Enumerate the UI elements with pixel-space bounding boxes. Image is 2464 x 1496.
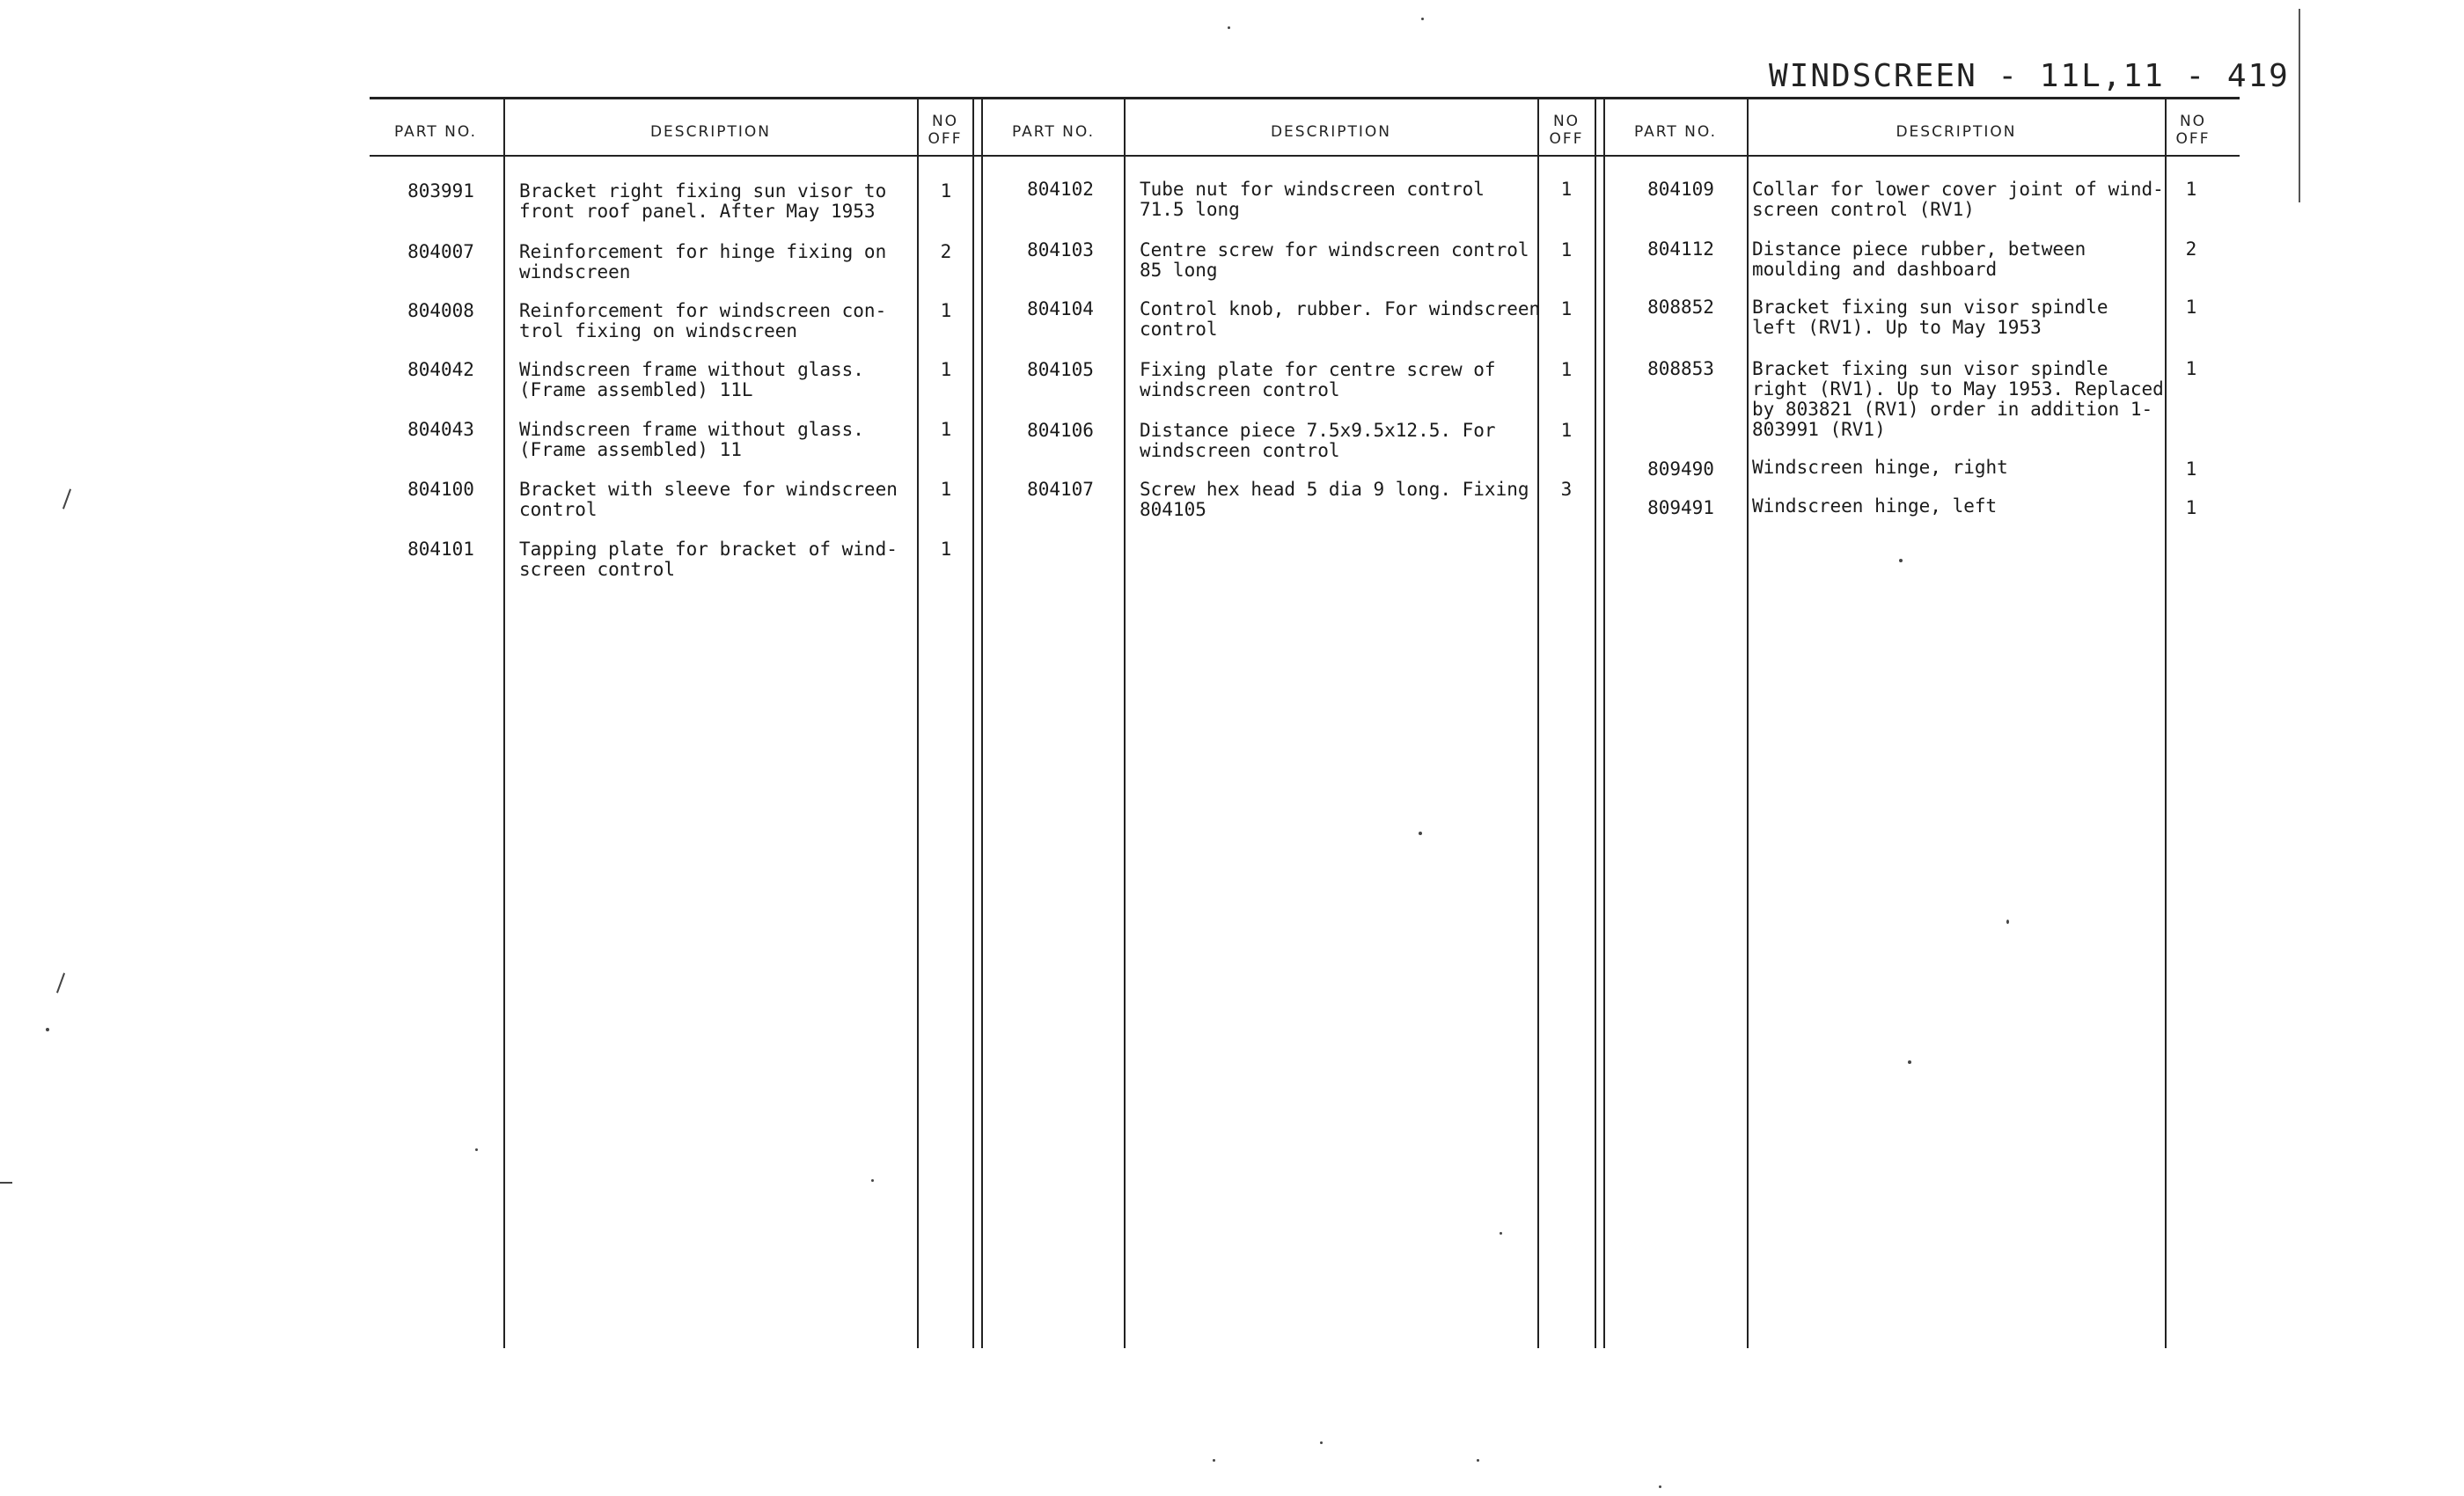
col-header-no-off: NO OFF [1549,113,1584,148]
scan-speck [871,1179,874,1182]
part-number: 804042 [407,359,474,380]
quantity: 1 [940,479,952,500]
part-description: Distance piece rubber, between moulding and dashboard [1752,238,2086,280]
group-divider-2 [1603,99,1605,1348]
group-divider-1 [981,99,983,1348]
col-header-description: DESCRIPTION [649,123,772,141]
col-header-description: DESCRIPTION [1896,123,2017,141]
scan-speck [1899,559,1903,562]
part-number: 803991 [407,180,474,202]
quantity: 1 [1560,298,1573,319]
part-number: 804104 [1027,298,1094,319]
scan-speck [1659,1485,1661,1488]
scan-speck [46,1028,49,1031]
scan-speck [1228,26,1230,29]
col-header-no-off: NO OFF [928,113,963,148]
part-number: 808853 [1647,358,1714,379]
divider-g2-desc-qty [1537,99,1539,1348]
part-description: Tube nut for windscreen control 71.5 long [1140,179,1485,220]
table-top-rule [370,97,2240,99]
scan-speck [1500,1232,1502,1235]
quantity: 1 [1560,420,1573,441]
part-description: Collar for lower cover joint of wind- screen control (RV1) [1752,179,2164,220]
divider-g3-desc-qty [2165,99,2167,1348]
part-description: Windscreen frame without glass. (Frame assembled) 11L [519,359,864,400]
part-description: Bracket right fixing sun visor to front roof panel. After May 1953 [519,180,887,222]
quantity: 1 [2185,458,2197,480]
quantity: 1 [940,419,952,440]
quantity: 1 [940,359,952,380]
part-number: 804007 [407,241,474,262]
divider-g1-part-desc [503,99,505,1348]
quantity: 2 [2185,238,2197,260]
quantity: 1 [2185,179,2197,200]
quantity: 1 [1560,239,1573,260]
scan-speck [0,1182,12,1184]
scan-speck [1421,18,1424,20]
quantity: 1 [2185,497,2197,518]
part-description: Bracket fixing sun visor spindle right (RV1). Up to May 1953. Replaced by 803821 (RV1) order in addition 1- 803991 (RV1) [1752,358,2164,440]
quantity: 1 [2185,358,2197,379]
col-header-part-no: PART NO. [1634,123,1717,141]
part-number: 804109 [1647,179,1714,200]
part-number: 809490 [1647,458,1714,480]
divider-g1-desc-qty [917,99,919,1348]
part-description: Control knob, rubber. For windscreen control [1140,298,1541,340]
part-number: 804043 [407,419,474,440]
part-description: Windscreen hinge, left [1752,495,1998,517]
quantity: 1 [940,300,952,321]
part-description: Reinforcement for windscreen con- trol fixing on windscreen [519,300,887,341]
divider-g2-part-desc [1124,99,1126,1348]
header-bottom-rule [370,155,2240,157]
divider-g2-qty-end [1595,99,1596,1348]
scan-speck [1213,1459,1215,1462]
part-number: 804105 [1027,359,1094,380]
col-header-part-no: PART NO. [1012,123,1095,141]
part-description: Reinforcement for hinge fixing on windscreen [519,241,887,282]
quantity: 3 [1560,479,1573,500]
part-number: 804112 [1647,238,1714,260]
scan-speck [56,972,65,993]
part-description: Distance piece 7.5x9.5x12.5. For windscreen control [1140,420,1496,461]
part-description: Windscreen frame without glass. (Frame assembled) 11 [519,419,864,460]
part-number: 804102 [1027,179,1094,200]
scan-speck [1477,1459,1479,1462]
divider-g3-part-desc [1747,99,1749,1348]
col-header-description: DESCRIPTION [1270,123,1392,141]
part-description: Tapping plate for bracket of wind- screen control [519,539,898,580]
col-header-no-off: NO OFF [2175,113,2211,148]
part-description: Windscreen hinge, right [1752,457,2008,478]
part-description: Bracket fixing sun visor spindle left (RV1). Up to May 1953 [1752,297,2108,338]
page-edge-mark [2299,9,2300,202]
part-number: 804008 [407,300,474,321]
scan-speck [1419,832,1422,835]
part-number: 804100 [407,479,474,500]
part-number: 804107 [1027,479,1094,500]
part-description: Centre screw for windscreen control 85 long [1140,239,1529,281]
page-title: WINDSCREEN - 11L,11 - 419 [1769,58,2290,94]
quantity: 1 [940,539,952,560]
scan-speck [1320,1441,1323,1444]
part-number: 804101 [407,539,474,560]
divider-g1-qty-end [972,99,974,1348]
col-header-part-no: PART NO. [394,123,477,141]
scan-speck [1908,1060,1911,1064]
scan-speck [2006,920,2009,924]
part-description: Fixing plate for centre screw of windscreen control [1140,359,1496,400]
part-number: 804106 [1027,420,1094,441]
quantity: 1 [940,180,952,202]
part-number: 804103 [1027,239,1094,260]
part-number: 808852 [1647,297,1714,318]
quantity: 2 [940,241,952,262]
scan-speck [62,488,71,509]
part-description: Bracket with sleeve for windscreen control [519,479,898,520]
quantity: 1 [1560,359,1573,380]
part-number: 809491 [1647,497,1714,518]
quantity: 1 [1560,179,1573,200]
part-description: Screw hex head 5 dia 9 long. Fixing 804105 [1140,479,1529,520]
quantity: 1 [2185,297,2197,318]
scan-speck [475,1148,478,1151]
